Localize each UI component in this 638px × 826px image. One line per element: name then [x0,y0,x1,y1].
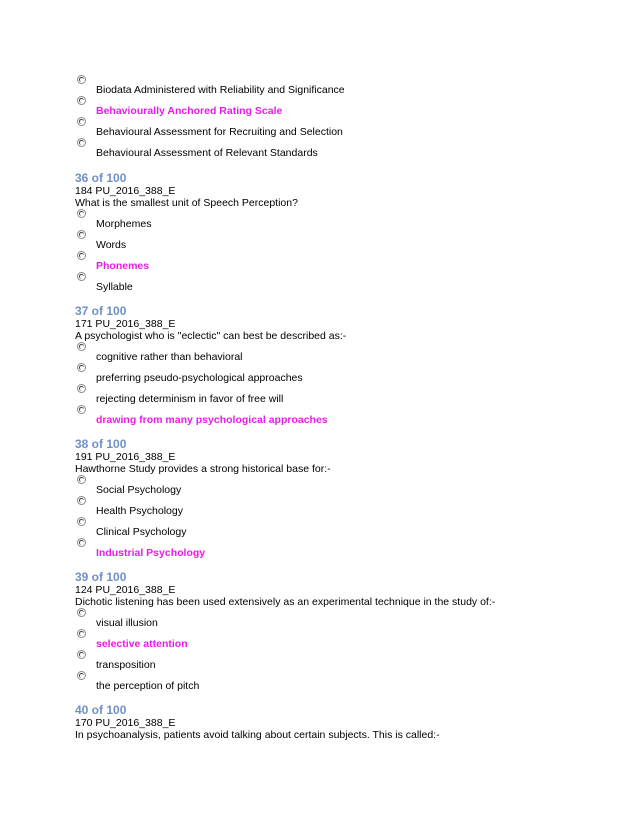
option-label[interactable]: the perception of pitch [96,680,200,692]
question-number: 37 of 100 [75,304,127,318]
option-label[interactable]: Biodata Administered with Reliability and Significance [96,84,345,96]
question-number: 38 of 100 [75,437,127,451]
option-radio[interactable] [77,251,86,260]
option-radio[interactable] [77,272,86,281]
option-radio[interactable] [77,538,86,547]
question-code: 124 PU_2016_388_E [75,584,176,596]
option-label[interactable]: Syllable [96,281,133,293]
option-label[interactable]: Behavioural Assessment of Relevant Standards [96,147,318,159]
option-label[interactable]: Social Psychology [96,484,182,496]
question-number: 39 of 100 [75,570,127,584]
correct-option-label[interactable]: Industrial Psychology [96,547,206,559]
option-radio[interactable] [77,517,86,526]
option-radio[interactable] [77,475,86,484]
option-label[interactable]: rejecting determinism in favor of free will [96,393,284,405]
option-label[interactable]: Behavioural Assessment for Recruiting and Selection [96,126,343,138]
option-label[interactable]: Clinical Psychology [96,526,187,538]
option-radio[interactable] [77,209,86,218]
option-radio[interactable] [77,117,86,126]
option-label[interactable]: cognitive rather than behavioral [96,351,243,363]
correct-option-label[interactable]: Behaviourally Anchored Rating Scale [96,105,283,117]
option-radio[interactable] [77,608,86,617]
option-radio[interactable] [77,363,86,372]
question-code: 184 PU_2016_388_E [75,185,176,197]
question-text: Hawthorne Study provides a strong historical base for:- [75,463,331,475]
correct-option-label[interactable]: Phonemes [96,260,150,272]
option-radio[interactable] [77,75,86,84]
question-text: Dichotic listening has been used extensively as an experimental technique in the study of:- [75,596,496,608]
option-radio[interactable] [77,384,86,393]
option-radio[interactable] [77,496,86,505]
option-label[interactable]: transposition [96,659,156,671]
question-number: 40 of 100 [75,703,127,717]
option-radio[interactable] [77,671,86,680]
option-label[interactable]: visual illusion [96,617,158,629]
question-text: What is the smallest unit of Speech Perception? [75,197,298,209]
option-radio[interactable] [77,230,86,239]
option-radio[interactable] [77,96,86,105]
option-radio[interactable] [77,405,86,414]
option-label[interactable]: Morphemes [96,218,152,230]
question-text: A psychologist who is "eclectic" can best be described as:- [75,330,347,342]
option-radio[interactable] [77,650,86,659]
option-label[interactable]: Words [96,239,127,251]
option-label[interactable]: preferring pseudo-psychological approaches [96,372,303,384]
question-number: 36 of 100 [75,171,127,185]
option-radio[interactable] [77,629,86,638]
question-code: 170 PU_2016_388_E [75,717,176,729]
correct-option-label[interactable]: drawing from many psychological approaches [96,414,328,426]
question-code: 191 PU_2016_388_E [75,451,176,463]
question-text: In psychoanalysis, patients avoid talking about certain subjects. This is called:- [75,729,440,741]
correct-option-label[interactable]: selective attention [96,638,188,650]
option-label[interactable]: Health Psychology [96,505,183,517]
option-radio[interactable] [77,138,86,147]
option-radio[interactable] [77,342,86,351]
question-code: 171 PU_2016_388_E [75,318,176,330]
